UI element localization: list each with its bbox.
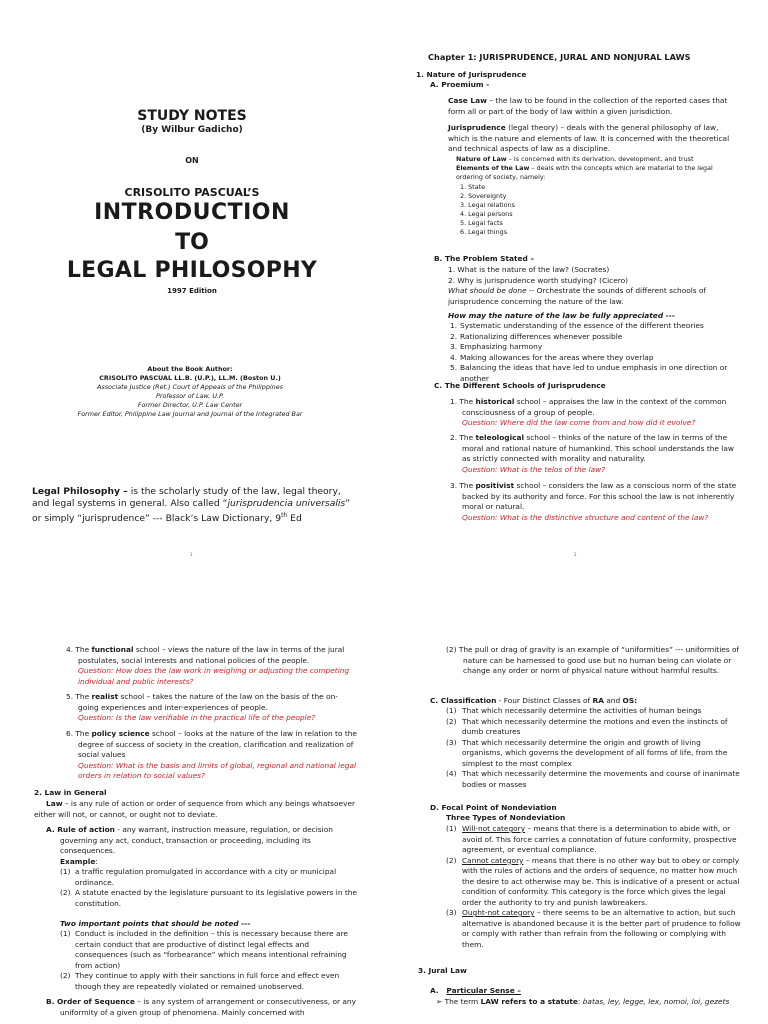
credential: Professor of Law, U.P. bbox=[155, 392, 225, 400]
book-title-line-2: TO bbox=[175, 230, 209, 255]
question-line: 2. Why is jurisprudence worth studying? (Cicero) bbox=[448, 276, 629, 285]
school-question: Question: What is the telos of the law? bbox=[462, 464, 606, 474]
elements-of-law-line bbox=[456, 164, 736, 182]
credential: Former Editor, Philippine Law Journal and Journal of the Integrated Bar bbox=[77, 410, 303, 418]
list-item: (1) Will-not category – means that there is a determination to abide with, or avoid of. This force carries a connotation of future conformity, prospective agreement, or eventual compliance. bbox=[446, 824, 737, 854]
school-historical: 1. The historical school – appraises the law in the context of the common consciousness of a group of people. Question: Where did the law come from and how did it evolve? bbox=[450, 397, 742, 429]
term-text: (legal theory) – deals with the general philosophy of law, which is the nature and elements of law. It is concerned with the theoretical and technical aspects of law as a discipline. bbox=[448, 123, 730, 153]
byline: (By Wilbur Gadicho) bbox=[141, 125, 243, 135]
page-4 bbox=[384, 640, 768, 1024]
arrow-bullet-icon: ➢ bbox=[436, 997, 443, 1006]
term: Nature of Law bbox=[456, 155, 507, 163]
law-definition: Law – is any rule of action or order of sequence from which any beings whatsoever either will not, or cannot, or ought not to deviate. bbox=[34, 799, 356, 819]
example-label: Example: bbox=[60, 857, 98, 866]
school-realist: 5. The realist school – takes the nature of the law on the basis of the on-going experiences and inter-experiences of people. Question: Is the law verifiable in the practical life of the people? bbox=[66, 692, 358, 724]
section-heading: 1. Nature of Jurisprudence bbox=[416, 70, 527, 79]
types-list bbox=[446, 824, 742, 950]
school-question: Question: Where did the law come from and how did it evolve? bbox=[462, 418, 696, 427]
points-list bbox=[60, 929, 358, 992]
term: Jurisprudence bbox=[448, 123, 506, 132]
about-label: About the Book Author: bbox=[147, 365, 233, 373]
statute-bullet: ➢ The term LAW refers to a statute: batas, ley, legge, lex, nomoi, loi, gezets bbox=[436, 997, 730, 1006]
gravity-paragraph: (2) The pull or drag of gravity is an example of “uniformities” --- uniformities of nature can be harnessed to good use but no human being can violate or change any order or norm of physical nature without harmful results. bbox=[446, 645, 740, 675]
on-label: ON bbox=[185, 156, 199, 165]
list-item: (1) Conduct is included in the definition – this is necessary because there are certain conduct that are productive of distinct legal effects and consequences (such as “forbearance” which means intentional refraining from action) bbox=[60, 929, 348, 970]
study-notes-title: STUDY NOTES bbox=[137, 108, 247, 124]
term-text: – is concerned with its derivation, development, and trust bbox=[506, 155, 694, 163]
school-positivist: 3. The positivist school – considers the law as a conscious norm of the state backed by its authority and force. For this school the law is not inherently moral or natural. Question: What is the distinctive structure and content of the law? bbox=[450, 481, 742, 523]
appreciation-list bbox=[450, 321, 742, 384]
appreciation-heading: How may the nature of the law be fully appreciated --- bbox=[448, 311, 675, 320]
credential: Associate Justice (Ret.) Court of Appeals of the Philippines bbox=[97, 383, 283, 391]
two-points-heading: Two important points that should be noted --- bbox=[60, 919, 251, 928]
chapter-heading: Chapter 1: JURISPRUDENCE, JURAL AND NONJURAL LAWS bbox=[428, 52, 691, 62]
definition-italic: jurisprudencia universalis bbox=[227, 498, 346, 509]
question-line: 1. What is the nature of the law? (Socrates) bbox=[448, 265, 610, 274]
list-item: 2. Sovereignty bbox=[460, 192, 507, 200]
list-item: (2) That which necessarily determine the motions and even the instincts of dumb creatures bbox=[446, 716, 728, 736]
author-heading: CRISOLITO PASCUAL’S bbox=[124, 186, 260, 199]
school-question: Question: What is the distinctive structure and content of the law? bbox=[462, 512, 709, 522]
classification-heading: C. Classification - Four Distinct Classes of RA and OS: bbox=[430, 696, 638, 705]
list-item: (3) That which necessarily determine the origin and growth of living organisms, which governs the development of all forms of life, from the simplest to the most complex bbox=[446, 737, 728, 768]
definition-text: Ed bbox=[287, 513, 302, 525]
subsection-heading: C. The Different Schools of Jurisprudence bbox=[434, 381, 606, 390]
list-item: 1. State bbox=[460, 183, 486, 191]
school-policy-science: 6. The policy science school – looks at the nature of the law in relation to the degree of success of society in the creation, clarification and realization of social values Question: What is the basis and limits of global, regional and national legal orders in relation to social values? bbox=[66, 729, 357, 780]
definition-text: ” or simply “jurisprudence” --- Black’s Law Dictionary, 9 bbox=[32, 498, 350, 525]
term-text: – the law to be found in the collection of the reported cases that form all or part of the body of law within a given jurisdiction. bbox=[448, 96, 728, 116]
definition-text: is the scholarly study of the law, legal theory, and legal systems in general. Also called “ bbox=[32, 486, 341, 509]
book-title-line-1: INTRODUCTION bbox=[94, 200, 290, 225]
subsection-heading: A. Proemium - bbox=[430, 80, 490, 89]
examples-list bbox=[60, 867, 358, 909]
what-should-be-done bbox=[448, 286, 742, 307]
list-item: (2) They continue to apply with their sanctions in full force and effect even though they are repeatedly violated or remained unobserved. bbox=[60, 971, 340, 991]
term: Elements of the Law bbox=[456, 164, 530, 172]
three-types-heading: Three Types of Nondeviation bbox=[446, 813, 566, 822]
school-question: Question: Is the law verifiable in the practical life of the people? bbox=[78, 713, 316, 722]
nature-of-law-line bbox=[456, 155, 736, 164]
italic-lead: What should be done bbox=[448, 286, 527, 295]
author-name: CRISOLITO PASCUAL LL.B. (U.P.), LL.M. (Boston U.) bbox=[99, 374, 281, 382]
list-item: 6. Legal things bbox=[460, 228, 508, 236]
list-item: 5. Balancing the ideas that have led to undue emphasis in one direction or another bbox=[450, 363, 728, 383]
list-item: 4. Legal persons bbox=[460, 210, 513, 218]
list-item: (3) Ought-not category – there seems to be an alternative to action, but such alternative is abandoned because it is the better part of prudence to follow or comply with rather than refrain from the following or complying with them. bbox=[446, 908, 741, 949]
about-author-block bbox=[40, 365, 340, 419]
paragraph-text: -- Orchestrate the sounds of different schools of jurisprudence concerning the nature of the law. bbox=[448, 286, 707, 306]
list-item: (2) Cannot category – means that there is no other way but to obey or comply with the rules of actions and the orders of sequence, no matter how much the desire to act otherwise may be. This is indicative of a present or actual condition of conformity. This category is the force which gives the legal order the authority to try and punish lawbreakers. bbox=[446, 855, 740, 907]
list-item: (2) A statute enacted by the legislature pursuant to its legislative powers in the constitution. bbox=[60, 888, 357, 908]
rule-of-action: A. Rule of action - any warrant, instruction measure, regulation, or decision governing any act, conduct, transaction or proceeding, including its consequences. bbox=[46, 825, 333, 855]
list-item: (4) That which necessarily determine the movements and course of inanimate bodies or masses bbox=[446, 769, 740, 789]
section-heading: 3. Jural Law bbox=[418, 966, 467, 975]
case-law-paragraph bbox=[448, 96, 742, 117]
subsection-heading: B. The Problem Stated – bbox=[434, 254, 535, 263]
focal-point-heading: D. Focal Point of Nondeviation bbox=[430, 803, 557, 812]
edition: 1997 Edition bbox=[167, 287, 217, 295]
legal-philosophy-definition bbox=[32, 486, 352, 525]
order-of-sequence: B. Order of Sequence – is any system of arrangement or consecutiveness, or any uniformity of a given group of phenomena. Mainly concerned with bbox=[46, 997, 356, 1017]
elements-list bbox=[460, 183, 515, 237]
section-heading: 2. Law in General bbox=[34, 788, 107, 797]
list-item: 4. Making allowances for the areas where they overlap bbox=[450, 352, 654, 362]
jurisprudence-paragraph bbox=[448, 123, 742, 155]
list-item: 5. Legal facts bbox=[460, 219, 503, 227]
term-text: – deals with the concepts which are material to the legal ordering of society, namely: bbox=[456, 164, 713, 181]
list-item: 1. Systematic understanding of the essence of the different theories bbox=[450, 321, 704, 330]
page-2 bbox=[384, 0, 768, 580]
list-item: 3. Emphasizing harmony bbox=[450, 342, 543, 351]
list-item: (1) a traffic regulation promulgated in accordance with a city or municipal ordinance. bbox=[60, 867, 337, 887]
credential: Former Director, U.P. Law Center bbox=[137, 401, 243, 409]
school-functional: 4. The functional school – views the nature of the law in terms of the jural postulates, social interests and national policies of the people. Question: How does the law work in weighing or adjusting the competing individual and public interests? bbox=[66, 645, 358, 687]
school-question: Question: What is the basis and limits of global, regional and national legal orders in relation to social values? bbox=[78, 760, 357, 780]
definition-term: Legal Philosophy – bbox=[32, 486, 128, 497]
school-teleological: 2. The teleological school – thinks of the nature of the law in terms of the moral and rational nature of humankind. This school understands the law as strictly connected with morality and naturality. Question: What is the telos of the law? bbox=[450, 433, 742, 475]
page-number: 2 bbox=[574, 552, 577, 557]
book-title-line-3: LEGAL PHILOSOPHY bbox=[66, 258, 318, 283]
definition-sup: th bbox=[281, 512, 288, 519]
list-item: 3. Legal relations bbox=[460, 201, 515, 209]
list-item: (1) That which necessarily determine the activities of human beings bbox=[446, 706, 702, 715]
classes-list bbox=[446, 706, 742, 790]
particular-sense-heading: A. Particular Sense – bbox=[430, 986, 521, 995]
school-question: Question: How does the law work in weighing or adjusting the competing individual and public interests? bbox=[78, 666, 350, 686]
page-3 bbox=[0, 640, 384, 1024]
list-item: 2. Rationalizing differences whenever possible bbox=[450, 331, 623, 341]
page-number: 1 bbox=[190, 552, 193, 557]
term: Case Law bbox=[448, 96, 487, 105]
page-1 bbox=[0, 0, 384, 580]
